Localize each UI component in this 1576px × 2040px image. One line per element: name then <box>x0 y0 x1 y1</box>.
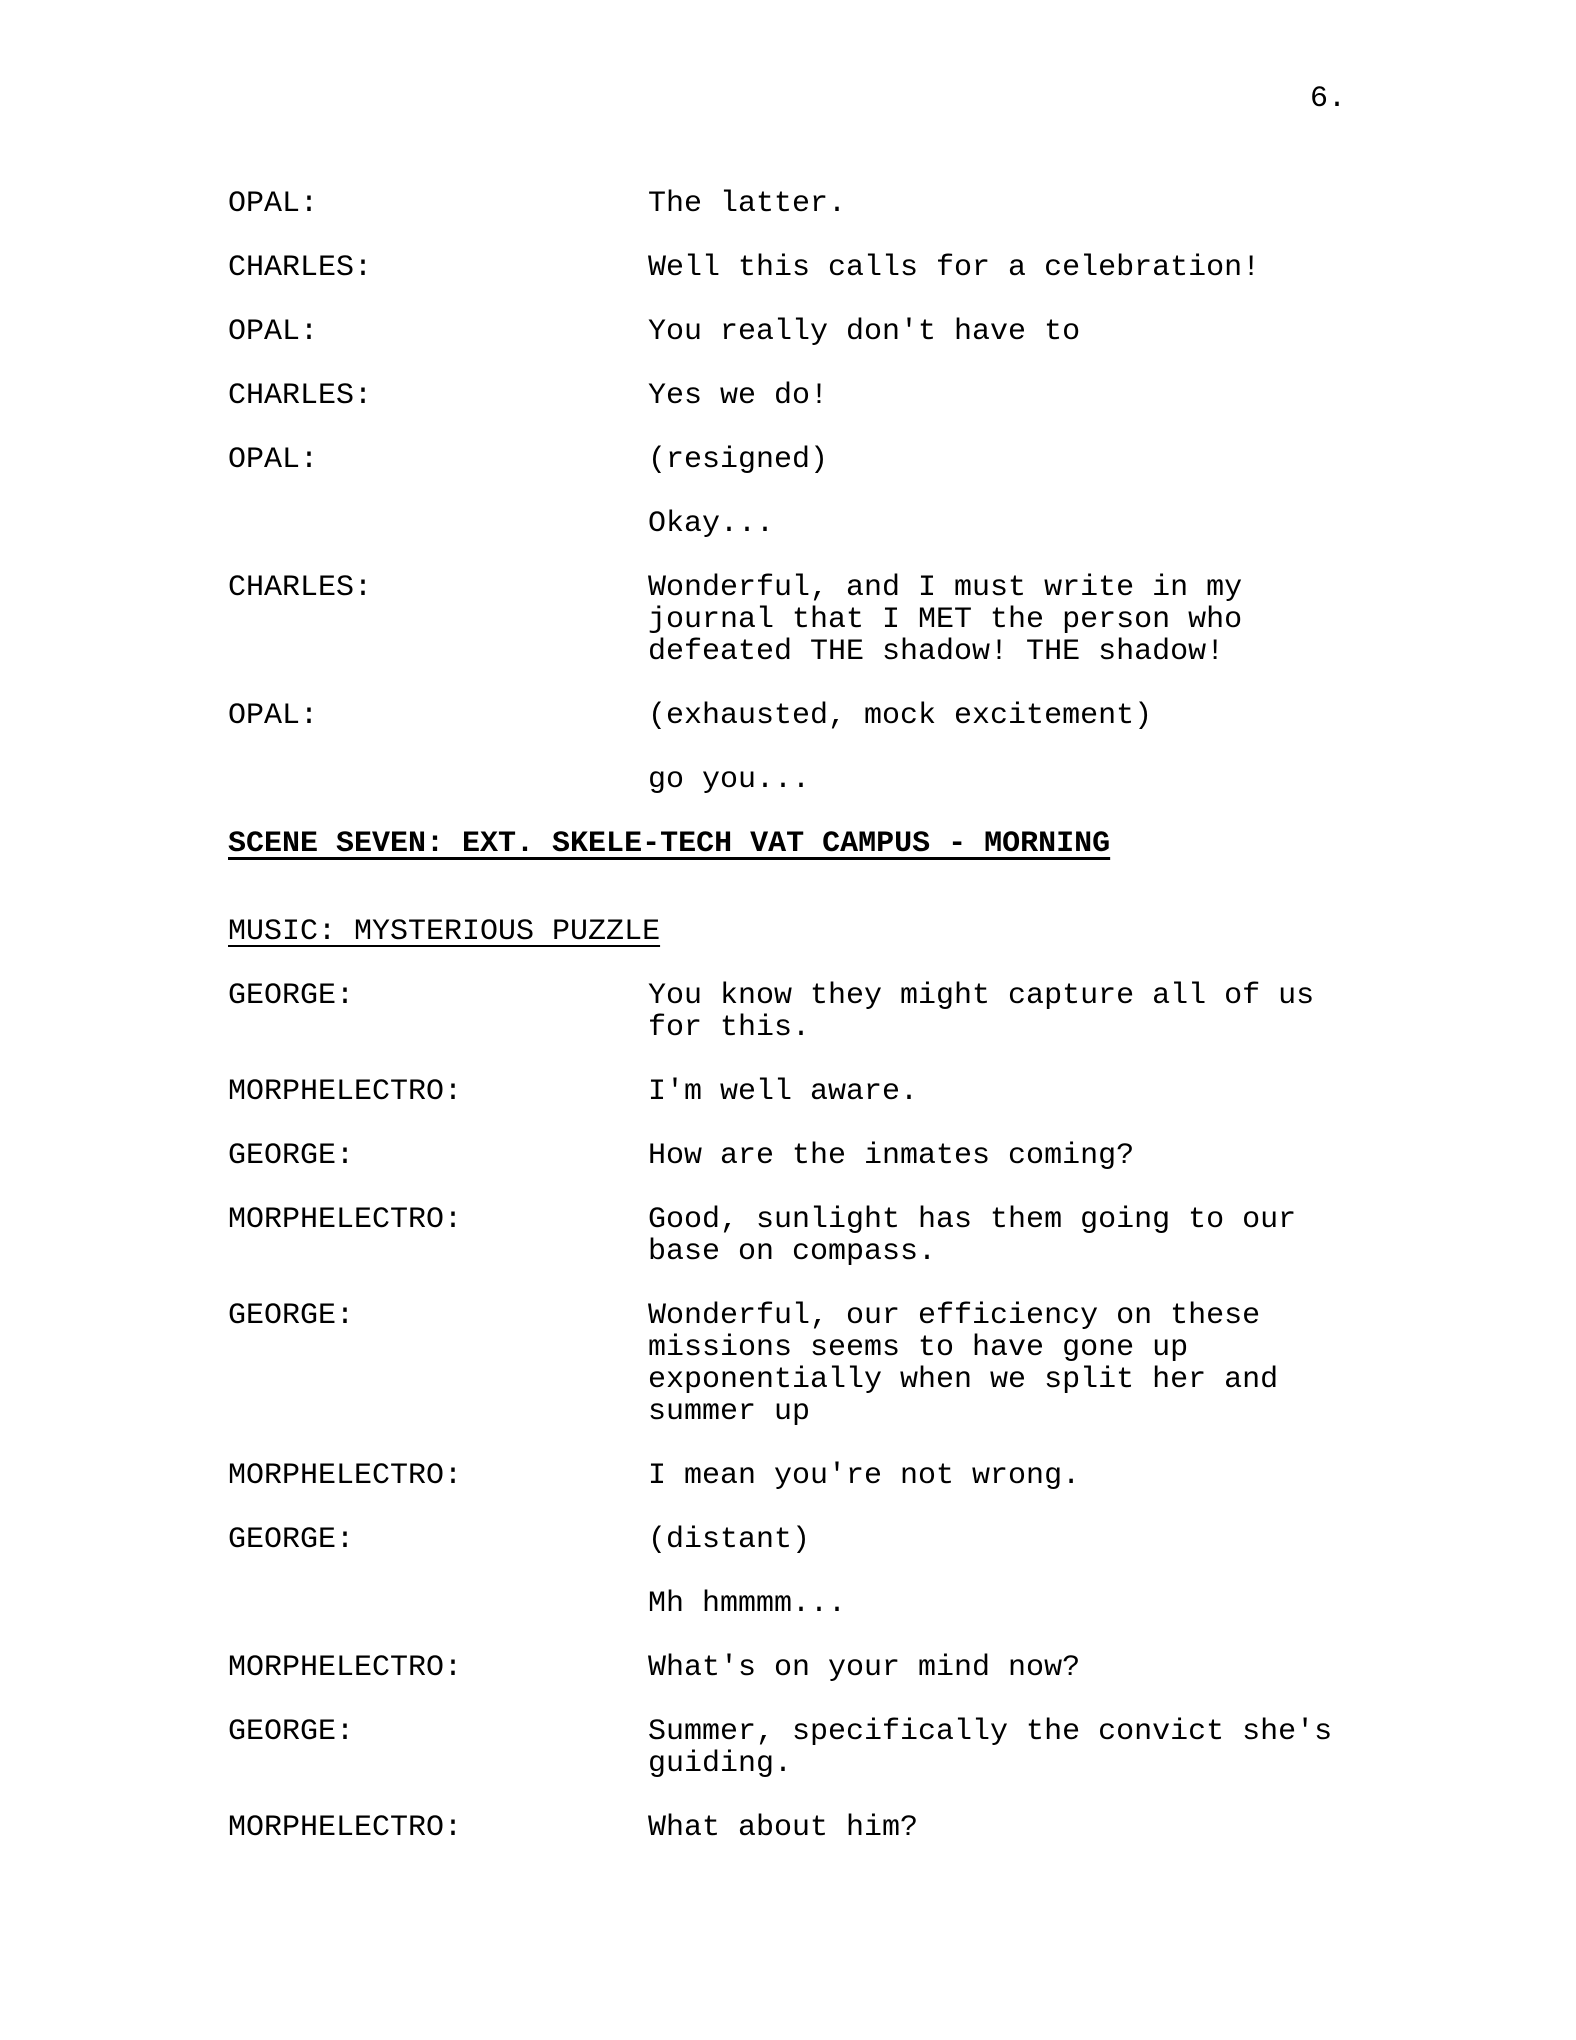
character-name: MORPHELECTRO: <box>228 1075 463 1109</box>
dialogue-text: Wonderful, our efficiency on these missions seems to have gone up exponentially when we split her and summer up <box>648 1299 1279 1429</box>
dialogue-text: Mh hmmmm... <box>648 1587 847 1621</box>
dialogue-block <box>228 188 1346 220</box>
dialogue-text: Wonderful, and I must write in my journal that I MET the person who defeated THE shadow! THE shadow! <box>648 571 1243 669</box>
dialogue-text: Well this calls for a celebration! <box>648 251 1261 285</box>
character-name: CHARLES: <box>228 379 373 413</box>
character-name: GEORGE: <box>228 979 355 1013</box>
character-name: MORPHELECTRO: <box>228 1651 463 1685</box>
dialogue-block <box>228 1812 1346 1844</box>
dialogue-block <box>228 444 1346 476</box>
dialogue-block <box>228 508 1346 540</box>
dialogue-block <box>228 1652 1346 1684</box>
dialogue-block <box>228 572 1346 668</box>
character-name: MORPHELECTRO: <box>228 1811 463 1845</box>
character-name: OPAL: <box>228 443 319 477</box>
dialogue-block <box>228 700 1346 732</box>
character-name: MORPHELECTRO: <box>228 1203 463 1237</box>
character-name: CHARLES: <box>228 251 373 285</box>
character-name: OPAL: <box>228 187 319 221</box>
character-name: OPAL: <box>228 699 319 733</box>
dialogue-text: (distant) <box>648 1523 811 1557</box>
dialogue-text: You really don't have to <box>648 315 1081 349</box>
dialogue-block <box>228 1716 1346 1780</box>
dialogue-text: How are the inmates coming? <box>648 1139 1135 1173</box>
character-name <box>228 508 648 540</box>
dialogue-text: Okay... <box>648 507 775 541</box>
dialogue-block <box>228 1460 1346 1492</box>
dialogue-block <box>228 980 1346 1044</box>
dialogue-text: Yes we do! <box>648 379 829 413</box>
character-name: GEORGE: <box>228 1139 355 1173</box>
dialogue-text: I mean you're not wrong. <box>648 1459 1081 1493</box>
dialogue-block <box>228 764 1346 796</box>
dialogue-text: (resigned) <box>648 443 829 477</box>
character-name: GEORGE: <box>228 1715 355 1749</box>
dialogue-block <box>228 1204 1346 1268</box>
dialogue-text: What's on your mind now? <box>648 1651 1081 1685</box>
dialogue-text: What about him? <box>648 1811 919 1845</box>
music-cue: MUSIC: MYSTERIOUS PUZZLE <box>228 915 661 949</box>
character-name: CHARLES: <box>228 571 373 605</box>
dialogue-block <box>228 1076 1346 1108</box>
dialogue-block <box>228 1140 1346 1172</box>
script-body <box>228 188 1346 1844</box>
dialogue-block <box>228 380 1346 412</box>
dialogue-text: I'm well aware. <box>648 1075 919 1109</box>
dialogue-block <box>228 316 1346 348</box>
character-name: MORPHELECTRO: <box>228 1459 463 1493</box>
page-number: 6. <box>1309 82 1346 116</box>
dialogue-block <box>228 1588 1346 1620</box>
dialogue-text: (exhausted, mock excitement) <box>648 699 1153 733</box>
dialogue-block <box>228 1300 1346 1428</box>
character-name: OPAL: <box>228 315 319 349</box>
dialogue-block <box>228 252 1346 284</box>
character-name: GEORGE: <box>228 1523 355 1557</box>
character-name <box>228 764 648 796</box>
scene-heading: SCENE SEVEN: EXT. SKELE-TECH VAT CAMPUS - MORNING <box>228 827 1111 861</box>
dialogue-text: You know they might capture all of us for this. <box>648 979 1315 1045</box>
dialogue-block <box>228 1524 1346 1556</box>
dialogue-text: go you... <box>648 763 811 797</box>
dialogue-text: Good, sunlight has them going to our base on compass. <box>648 1203 1297 1269</box>
dialogue-text: The latter. <box>648 187 847 221</box>
dialogue-text: Summer, specifically the convict she's guiding. <box>648 1715 1333 1781</box>
character-name <box>228 1588 648 1620</box>
character-name: GEORGE: <box>228 1299 355 1333</box>
